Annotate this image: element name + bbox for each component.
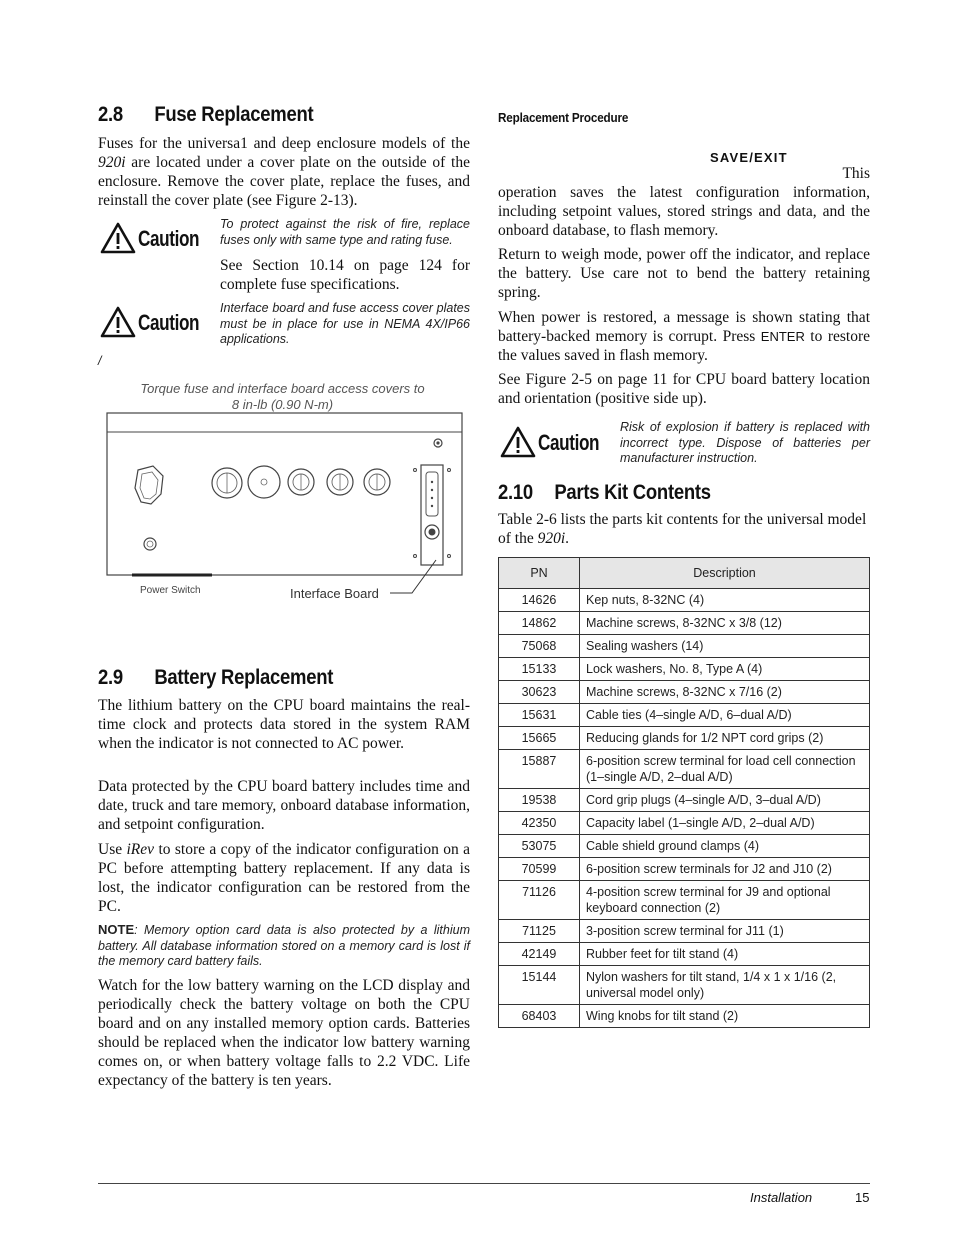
part-number: 70599 [499,858,580,881]
part-description: Kep nuts, 8-32NC (4) [580,589,870,612]
procedure-p4: See Figure 2-5 on page 11 for CPU board battery location and orientation (positive side up). [498,371,870,407]
table-row [499,835,870,858]
table-row [499,750,870,789]
cord-grip-icon [248,466,280,498]
section-number: 2.9 [98,666,123,689]
part-description: 4-position screw terminal for J9 and optional keyboard connection (2) [580,881,870,920]
stray-mark: / [98,354,102,368]
table-row [499,966,870,1005]
part-description: Cable shield ground clamps (4) [580,835,870,858]
caution-word: Caution [138,309,200,335]
fuse-cap-icon [212,468,242,498]
part-description: Sealing washers (14) [580,635,870,658]
fuse-see-section: See Section 10.14 on page 124 for complete fuse specifications. [220,257,470,293]
model-name: 920i [98,154,126,171]
battery-p3 [98,840,470,916]
section-heading-parts [498,483,711,502]
table-row [499,881,870,920]
footer-rule [98,1183,870,1184]
section-number: 2.10 [498,481,533,504]
part-description: 6-position screw terminals for J2 and J10 (2) [580,858,870,881]
page-number: 15 [855,1190,870,1205]
part-number: 75068 [499,635,580,658]
model-name: 920i [537,530,566,547]
part-description: Capacity label (1–single A/D, 2–dual A/D) [580,812,870,835]
part-number: 71125 [499,920,580,943]
caution-text: Risk of explosion if battery is replaced with incorrect type. Dispose of batteries per manufacturer instruction. [620,420,870,465]
part-number: 68403 [499,1005,580,1028]
power-switch-icon [144,538,156,550]
section-number: 2.8 [98,103,123,126]
part-number: 14862 [499,612,580,635]
table-header-row [499,558,870,589]
fuse-cap-icon [364,469,390,495]
part-description: Nylon washers for tilt stand, 1/4 x 1 x 1/16 (2, universal model only) [580,966,870,1005]
interface-board-icon [414,465,451,565]
part-description: Cable ties (4–single A/D, 6–dual A/D) [580,704,870,727]
part-number: 42149 [499,943,580,966]
fuse-cap-icon [327,469,353,495]
text: When power is restored, a message is shown stating that battery-backed memory is corrupt. Press [498,309,870,345]
table-row [499,612,870,635]
text: . [565,530,570,547]
text: to store a copy of the indicator configuration on a PC before attempting battery replacement. If any data is lost, the indicator configuration can be restored from the PC. [98,841,470,915]
part-number: 14626 [499,589,580,612]
warning-triangle-icon [100,306,136,338]
caution-label [100,222,216,254]
figure-caption [110,381,455,412]
part-description: Cord grip plugs (4–single A/D, 3–dual A/D) [580,789,870,812]
enclosure-diagram [104,410,466,602]
interface-board-label: Interface Board [290,586,379,601]
part-description: 3-position screw terminal for J11 (1) [580,920,870,943]
table-row [499,943,870,966]
battery-note [98,922,470,970]
text: Use [98,841,127,858]
procedure-p1-lead: This [842,165,870,182]
text: Table 2-6 lists the parts kit contents for the universal model of the [498,511,867,547]
part-number: 30623 [499,681,580,704]
part-number: 15887 [499,750,580,789]
fuse-body [98,134,470,210]
part-description: Machine screws, 8-32NC x 3/8 (12) [580,612,870,635]
procedure-heading: Replacement Procedure [498,110,629,125]
table-row [499,658,870,681]
parts-table [498,557,870,1028]
caution-text: Interface board and fuse access cover plates must be in place for use in NEMA 4X/IP66 applications. [220,301,470,346]
part-number: 15144 [499,966,580,1005]
table-row [499,789,870,812]
section-title: Fuse Replacement [154,103,314,126]
column-header: Description [580,558,870,589]
table-row [499,635,870,658]
table-row [499,1005,870,1028]
part-description: Reducing glands for 1/2 NPT cord grips (2) [580,727,870,750]
parts-intro [498,510,870,548]
table-row [499,812,870,835]
battery-p4: Watch for the low battery warning on the LCD display and periodically check the battery voltage on both the CPU board and on any installed memory option cards. Batteries should be replaced when the indicator low battery warning comes on, or when battery voltage falls to 2.2 VDC. Life expectancy of the battery is ten years. [98,977,470,1089]
fuse-cap-icon [288,469,314,495]
part-number: 53075 [499,835,580,858]
note-label: NOTE [98,922,135,937]
caution-text: To protect against the risk of fire, replace fuses only with same type and rating fuse. [220,217,470,247]
table-row [499,920,870,943]
part-number: 71126 [499,881,580,920]
procedure-p3 [498,308,870,365]
power-switch-label: Power Switch [140,585,201,596]
caption-line: 8 in-lb (0.90 N-m) [231,396,334,412]
caution-word: Caution [138,225,200,251]
part-number: 42350 [499,812,580,835]
app-name: iRev [126,841,155,858]
note-text: : Memory option card data is also protected by a lithium battery. All database information stored on a memory card is lost if the memory card battery fails. [98,923,470,968]
section-title: Parts Kit Contents [554,481,711,504]
part-number: 19538 [499,789,580,812]
section-heading-battery [98,668,333,687]
part-description: Lock washers, No. 8, Type A (4) [580,658,870,681]
section-title: Battery Replacement [154,666,334,689]
table-row [499,858,870,881]
footer-section: Installation [750,1190,813,1205]
battery-p1: The lithium battery on the CPU board maintains the real-time clock and protects data stored in the system RAM when the indicator is not connected to AC power. [98,697,470,752]
part-description: Machine screws, 8-32NC x 7/16 (2) [580,681,870,704]
cord-grip-icon [135,466,163,504]
enter-key: ENTER [760,329,805,344]
part-description: Rubber feet for tilt stand (4) [580,943,870,966]
caution-label [100,306,216,338]
text: Fuses for the universa1 and deep enclosure models of the [98,135,470,152]
part-description: 6-position screw terminal for load cell connection (1–single A/D, 2–dual A/D) [580,750,870,789]
ground-screw-icon [434,439,442,447]
text: to restore the values saved in flash memory. [498,328,871,364]
column-header: PN [499,558,580,589]
part-number: 15133 [499,658,580,681]
caution-label [500,426,616,458]
warning-triangle-icon [100,222,136,254]
battery-p2: Data protected by the CPU board battery includes time and date, truck and tare memory, onboard database information, and setpoint configuration. [98,778,470,833]
table-row [499,681,870,704]
part-number: 15631 [499,704,580,727]
section-heading-fuse [98,105,313,124]
part-number: 15665 [499,727,580,750]
warning-triangle-icon [500,426,536,458]
text: are located under a cover plate on the outside of the enclosure. Remove the cover plate, replace the fuses, and reinstall the cover plate (see Figure 2-13). [98,154,470,209]
procedure-p1: operation saves the latest configuration information, including setpoint values, stored strings and data, and the onboard database, to flash memory. [498,184,870,239]
caption-line: Torque fuse and interface board access covers to [140,381,425,396]
part-description: Wing knobs for tilt stand (2) [580,1005,870,1028]
table-row [499,727,870,750]
table-row [499,589,870,612]
procedure-p2: Return to weigh mode, power off the indicator, and replace the battery. Use care not to bend the battery retaining spring. [498,246,870,301]
caution-word: Caution [538,429,600,455]
save-exit-key: SAVE/EXIT [710,150,788,165]
table-row [499,704,870,727]
